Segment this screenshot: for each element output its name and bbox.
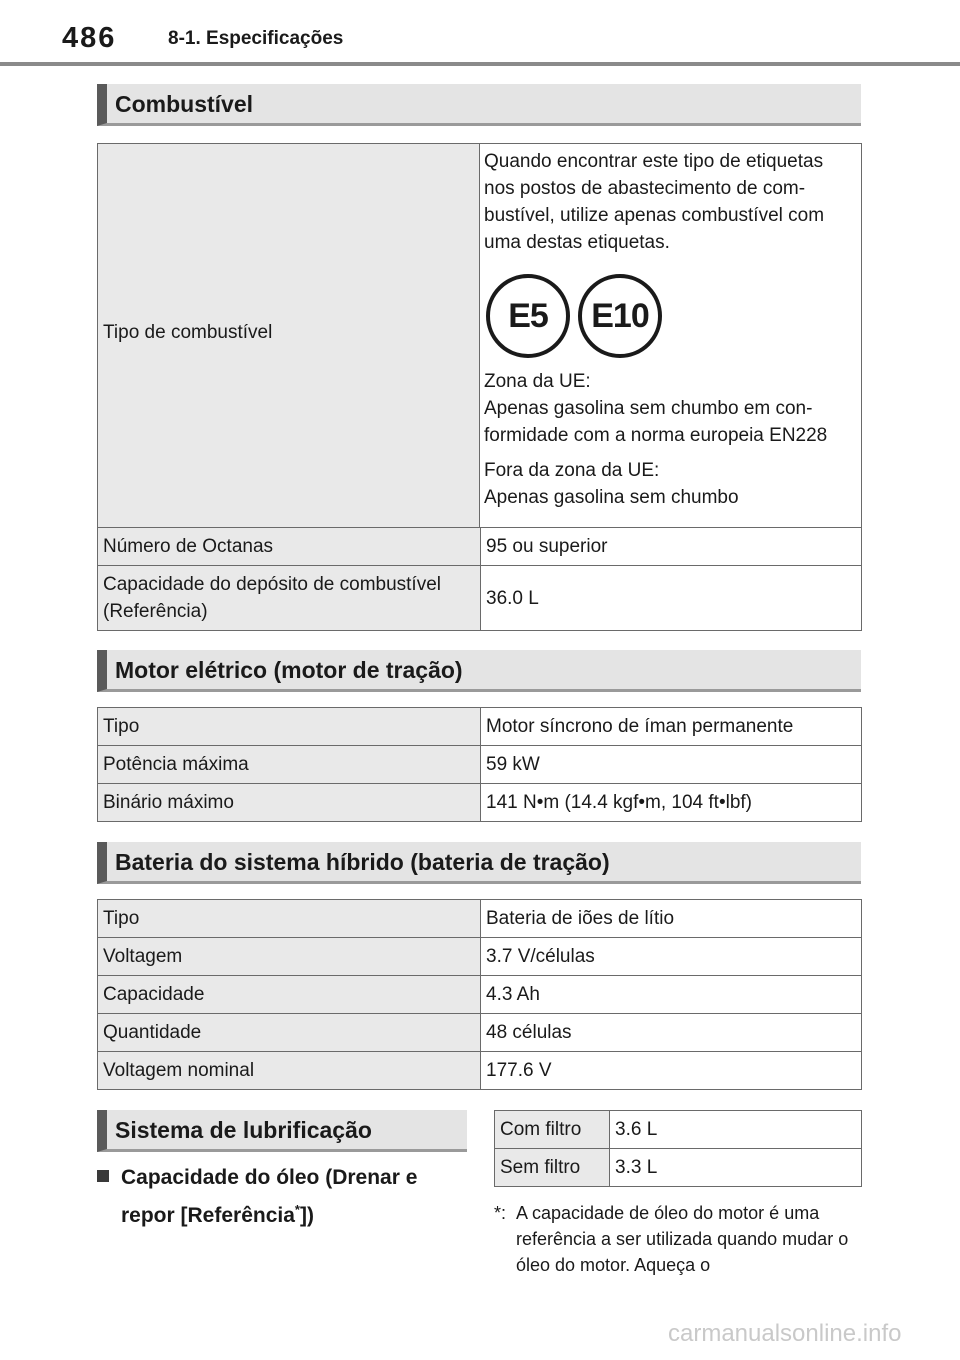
square-bullet-icon <box>97 1170 109 1182</box>
footnote-mark: *: <box>494 1203 507 1223</box>
fuel-type-intro: Quando encontrar este tipo de etiquetas nos postos de abastecimento de com-bustível, utilize apenas combustível com uma destas etiquetas. <box>484 151 825 253</box>
table-row <box>495 1149 862 1187</box>
voltage-value: 3.7 V/células <box>481 938 862 976</box>
capacity-label: Capacidade <box>98 976 481 1014</box>
table-row <box>98 900 862 938</box>
motor-type-value: Motor síncrono de íman permanente <box>481 708 862 746</box>
battery-table <box>97 899 862 1090</box>
nominal-voltage-label: Voltagem nominal <box>98 1052 481 1090</box>
voltage-label: Voltagem <box>98 938 481 976</box>
with-filter-label: Com filtro <box>495 1111 610 1149</box>
table-row <box>98 784 862 822</box>
battery-type-value: Bateria de iões de lítio <box>481 900 862 938</box>
table-row <box>98 976 862 1014</box>
with-filter-value: 3.6 L <box>610 1111 862 1149</box>
eu-zone-label: Zona da UE: <box>484 371 591 392</box>
octane-label: Número de Octanas <box>98 528 481 566</box>
fuel-type-value-cell <box>480 143 862 528</box>
oil-footnote <box>494 1200 864 1278</box>
oil-capacity-heading <box>97 1162 467 1232</box>
table-row <box>495 1111 862 1149</box>
without-filter-label: Sem filtro <box>495 1149 610 1187</box>
page-header <box>0 0 960 66</box>
max-torque-label: Binário máximo <box>98 784 481 822</box>
table-row <box>98 1014 862 1052</box>
octane-value: 95 ou superior <box>481 528 862 566</box>
max-torque-value: 141 N•m (14.4 kgf•m, 104 ft•lbf) <box>481 784 862 822</box>
fuel-label-badges <box>484 256 857 368</box>
non-eu-zone-text: Apenas gasolina sem chumbo <box>484 487 739 508</box>
fuel-type-label-cell <box>97 143 480 528</box>
footnote-ref: * <box>294 1202 300 1217</box>
table-row <box>98 708 862 746</box>
header-rule <box>0 62 960 66</box>
table-row <box>98 528 862 566</box>
max-power-value: 59 kW <box>481 746 862 784</box>
fuel-table <box>97 527 862 631</box>
table-row <box>98 938 862 976</box>
eu-zone-text: Apenas gasolina sem chumbo em con-formidade com a norma europeia EN228 <box>484 398 828 446</box>
table-row <box>98 746 862 784</box>
capacity-value: 4.3 Ah <box>481 976 862 1014</box>
table-row <box>98 566 862 631</box>
motor-table <box>97 707 862 822</box>
oil-heading-line2: repor [Referência <box>121 1204 295 1227</box>
table-row <box>98 1052 862 1090</box>
tank-capacity-label: Capacidade do depósito de combustível (Referência) <box>98 566 481 631</box>
motor-type-label: Tipo <box>98 708 481 746</box>
non-eu-zone-label: Fora da zona da UE: <box>484 460 660 481</box>
section-title-battery: Bateria do sistema híbrido (bateria de tração) <box>97 842 861 884</box>
watermark: carmanualsonline.info <box>668 1320 902 1347</box>
max-power-label: Potência máxima <box>98 746 481 784</box>
nominal-voltage-value: 177.6 V <box>481 1052 862 1090</box>
page-number: 486 <box>62 22 117 54</box>
oil-heading-line1: Capacidade do óleo (Drenar e <box>121 1166 418 1189</box>
e5-badge-icon: E5 <box>486 274 570 358</box>
fuel-type-label: Tipo de combustível <box>103 322 273 343</box>
oil-capacity-table <box>494 1110 862 1187</box>
e10-badge-icon: E10 <box>578 274 662 358</box>
section-title-fuel: Combustível <box>97 84 861 126</box>
battery-type-label: Tipo <box>98 900 481 938</box>
quantity-label: Quantidade <box>98 1014 481 1052</box>
tank-capacity-value: 36.0 L <box>481 566 862 631</box>
quantity-value: 48 células <box>481 1014 862 1052</box>
section-path: 8-1. Especificações <box>168 28 344 49</box>
without-filter-value: 3.3 L <box>610 1149 862 1187</box>
section-title-motor: Motor elétrico (motor de tração) <box>97 650 861 692</box>
section-title-lubrication: Sistema de lubrificação <box>97 1110 467 1152</box>
footnote-text: A capacidade de óleo do motor é uma referência a ser utilizada quando mudar o óleo do motor. Aqueça o <box>516 1203 849 1275</box>
oil-heading-end: ]) <box>299 1204 314 1227</box>
